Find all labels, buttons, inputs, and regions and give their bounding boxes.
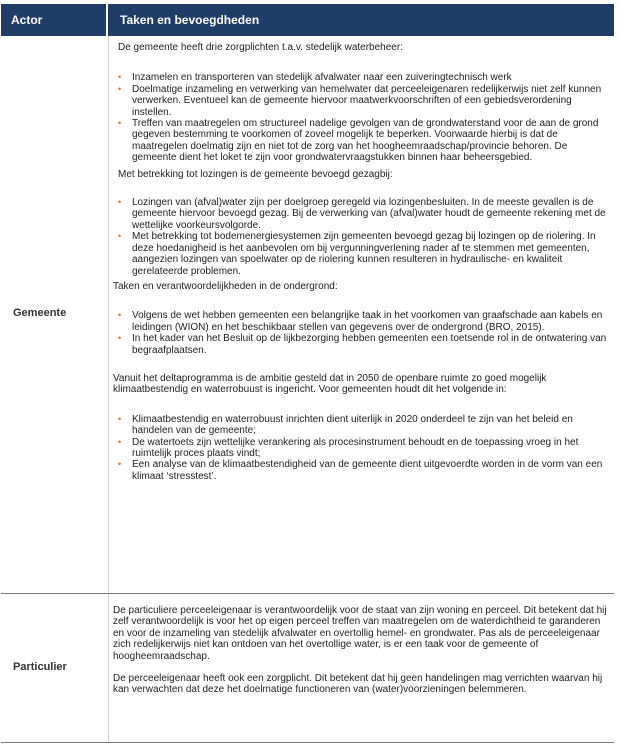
list-item: • Lozingen van (afval)water zijn per doelgroep geregeld via lozingenbesluiten. In de meeste gevallen is de gemeente hiervoor bevoegd gezag. Bij de verwerking van (afval)water houdt de gemeente rekening met de wettelijke voorkeursvolgorde. — [113, 197, 613, 231]
actor-gemeente: Gemeente — [13, 307, 67, 319]
column-divider-bottom — [108, 594, 109, 741]
list-item: • In het kader van het Besluit op de lijkbezorging hebben gemeenten een toetsende rol in de ontwatering van begraafplaatsen. — [113, 333, 613, 356]
column-divider-top — [108, 36, 109, 592]
list-item: • Met betrekking tot bodemenergiesystemen zijn gemeenten bevoegd gezag bij lozingen op de riolering. In deze hoedanigheid is het aanbevolen om bij vergunningverlening nader af te stemmen met gemeenten, aangezien lozingen van spoelwater op de riolering kunnen resulteren in hydraulische- en kwaliteit gerelateerde problemen. — [113, 231, 613, 277]
ondergrond-list — [113, 310, 613, 356]
list-item: • Doelmatige inzameling en verwerking van hemelwater dat perceeleigenaren redelijkerwijs niet zelf kunnen verwerken. Eventueel kan de gemeente hiervoor maatwerkvoorschriften of een gebiedsverordening instellen. — [113, 84, 613, 118]
particulier-p2: De perceeleigenaar heeft ook een zorgplicht. Dit betekent dat hij geen handelingen mag verrichten waarvan hij kan verwachten dat deze het doelmatige functioneren van (water)voorzieningen belemmeren. — [113, 673, 603, 696]
list-item: • Een analyse van de klimaatbestendigheid van de gemeente dient uitgevoerdte worden in de vorm van een klimaat ‘stresstest’. — [113, 459, 613, 482]
gemeente-content — [113, 42, 613, 482]
ondergrond-intro: Taken en verantwoordelijkheden in de ondergrond: — [113, 280, 338, 292]
zorgplichten-list — [113, 72, 613, 163]
list-item: • Treffen van maatregelen om structureel nadelige gevolgen van de grondwaterstand voor de aan de grond gegeven bestemming te voorkomen of zoveel mogelijk te beperken. Voorwaarde hierbij is dat de maatregelen doelmatig zijn en niet tot de zorg van het hoogheemraadschap/provincie behoren. De gemeente dient het loket te zijn voor grondwatervraagstukken binnen haar beheersgebied. — [113, 118, 613, 164]
delta-list — [113, 414, 613, 482]
list-item: • Volgens de wet hebben gemeenten een belangrijke taak in het voorkomen van graafschade aan kabels en leidingen (WION) en het beschikbaar stellen van gegevens over de ondergrond (BRO, 2015). — [113, 310, 613, 333]
particulier-p1: De particuliere perceeleigenaar is verantwoordelijk voor de staat van zijn woning en perceel. Dit betekent dat hij zelf verantwoordelijk is voor het op eigen perceel treffen van maatregelen om de waterdichtheid te garanderen en voor de inzameling van stedelijk afvalwater en overtollig hemel- en grondwater. Pas als de perceeleigenaar zich redelijkerwijs niet kan ontdoen van het overtollige water, is er een taak voor de gemeente of hoogheemraadschap. — [113, 605, 607, 662]
particulier-content — [113, 605, 613, 696]
actor-particulier: Particulier — [13, 661, 67, 673]
gemeente-intro: De gemeente heeft drie zorgplichten t.a.v. stedelijk waterbeheer: — [118, 42, 403, 53]
delta-intro: Vanuit het deltaprogramma is de ambitie gesteld dat in 2050 de openbare ruimte zo goed mogelijk klimaatbestendig en waterrobuust is ingericht. Voor gemeenten houdt dit het volgende in: — [113, 372, 547, 396]
lozingen-intro: Met betrekking tot lozingen is de gemeente bevoegd gezagbij: — [118, 168, 393, 180]
list-item: • Inzamelen en transporteren van stedelijk afvalwater naar een zuiveringtechnisch werk — [113, 72, 613, 83]
table-header — [1, 4, 614, 36]
list-item: • De watertoets zijn wettelijke verankering als procesinstrument behoudt en de toepassing vroeg in het ruimtelijk proces plaats vindt; — [113, 437, 613, 460]
lozingen-list — [113, 197, 613, 277]
list-item: • Klimaatbestendig en waterrobuust inrichten dient uiterlijk in 2020 onderdeel te zijn van het beleid en handelen van de gemeente; — [113, 414, 613, 437]
header-actor: Actor — [11, 13, 43, 27]
row-divider — [1, 593, 614, 594]
header-tasks: Taken en bevoegdheden — [120, 13, 260, 27]
table-bottom-border — [1, 742, 614, 743]
